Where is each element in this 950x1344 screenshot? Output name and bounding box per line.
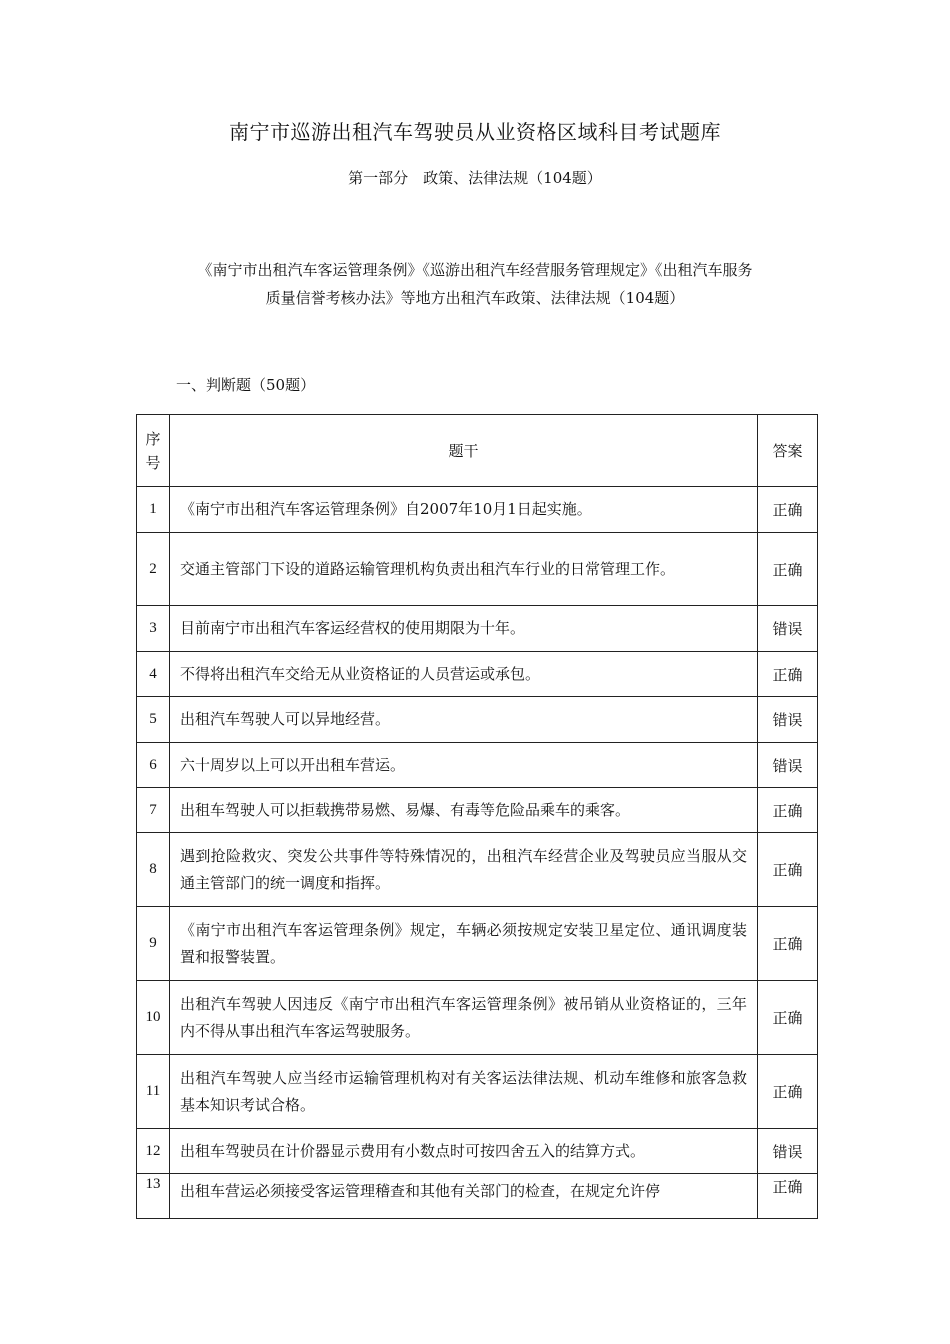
header-number-line-2: 号	[145, 453, 161, 472]
table-row	[137, 981, 818, 1055]
row-number: 1	[137, 487, 170, 533]
scope-line-2: 质量信誉考核办法》等地方出租汽车政策、法律法规（104题）	[265, 289, 685, 307]
question-text: 出租车驾驶员在计价器显示费用有小数点时可按四舍五入的结算方式。	[170, 1129, 758, 1174]
table-row	[137, 788, 818, 833]
row-number: 7	[137, 788, 170, 833]
row-number: 2	[137, 533, 170, 606]
answer-text: 正确	[758, 1055, 818, 1129]
question-text: 遇到抢险救灾、突发公共事件等特殊情况的，出租汽车经营企业及驾驶员应当服从交通主管部门的统一调度和指挥。	[170, 833, 758, 907]
header-answer: 答案	[758, 415, 818, 487]
answer-text: 错误	[758, 1129, 818, 1174]
table-row	[137, 833, 818, 907]
row-number: 9	[137, 907, 170, 981]
table-row	[137, 487, 818, 533]
section-heading: 一、判断题（50题）	[176, 376, 316, 394]
answer-text: 正确	[758, 833, 818, 907]
table-row	[137, 652, 818, 697]
row-number: 5	[137, 697, 170, 743]
header-number	[137, 415, 170, 487]
question-text: 出租汽车驾驶人因违反《南宁市出租汽车客运管理条例》被吊销从业资格证的，三年内不得从事出租汽车客运驾驶服务。	[170, 981, 758, 1055]
header-question: 题干	[170, 415, 758, 487]
question-text: 交通主管部门下设的道路运输管理机构负责出租汽车行业的日常管理工作。	[170, 533, 758, 606]
question-text: 不得将出租汽车交给无从业资格证的人员营运或承包。	[170, 652, 758, 697]
question-text: 出租汽车驾驶人可以异地经营。	[170, 697, 758, 743]
question-text: 目前南宁市出租汽车客运经营权的使用期限为十年。	[170, 606, 758, 652]
table-row	[137, 606, 818, 652]
answer-text: 正确	[758, 652, 818, 697]
question-table	[136, 414, 818, 1219]
answer-text: 错误	[758, 743, 818, 788]
table-row	[137, 1174, 818, 1219]
answer-text: 正确	[758, 533, 818, 606]
question-text: 出租汽车驾驶人应当经市运输管理机构对有关客运法律法规、机动车维修和旅客急救基本知识考试合格。	[170, 1055, 758, 1129]
table-row	[137, 907, 818, 981]
table-row	[137, 533, 818, 606]
answer-text: 错误	[758, 697, 818, 743]
table-header-row	[137, 415, 818, 487]
scope-line-1: 《南宁市出租汽车客运管理条例》《巡游出租汽车经营服务管理规定》《出租汽车服务	[197, 261, 753, 279]
row-number: 11	[137, 1055, 170, 1129]
header-number-line-1: 序	[145, 429, 161, 448]
table-row	[137, 743, 818, 788]
row-number: 6	[137, 743, 170, 788]
part-subtitle: 第一部分 政策、法律法规（104题）	[348, 169, 602, 187]
question-text: 《南宁市出租汽车客运管理条例》规定，车辆必须按规定安装卫星定位、通讯调度装置和报警装置。	[170, 907, 758, 981]
answer-text: 正确	[758, 981, 818, 1055]
answer-text: 正确	[758, 1174, 818, 1219]
answer-text: 正确	[758, 788, 818, 833]
answer-text: 正确	[758, 907, 818, 981]
row-number: 12	[137, 1129, 170, 1174]
row-number: 4	[137, 652, 170, 697]
question-text: 出租车营运必须接受客运管理稽查和其他有关部门的检查，在规定允许停	[170, 1174, 758, 1219]
row-number: 3	[137, 606, 170, 652]
answer-text: 错误	[758, 606, 818, 652]
row-number: 10	[137, 981, 170, 1055]
regulation-scope	[140, 256, 810, 312]
question-text: 《南宁市出租汽车客运管理条例》自2007年10月1日起实施。	[170, 487, 758, 533]
table-row	[137, 1055, 818, 1129]
answer-text: 正确	[758, 487, 818, 533]
question-text: 六十周岁以上可以开出租车营运。	[170, 743, 758, 788]
question-text: 出租车驾驶人可以拒载携带易燃、易爆、有毒等危险品乘车的乘客。	[170, 788, 758, 833]
document-title: 南宁市巡游出租汽车驾驶员从业资格区域科目考试题库	[229, 120, 721, 144]
table-row	[137, 1129, 818, 1174]
row-number: 13	[137, 1174, 170, 1219]
row-number: 8	[137, 833, 170, 907]
table-row	[137, 697, 818, 743]
